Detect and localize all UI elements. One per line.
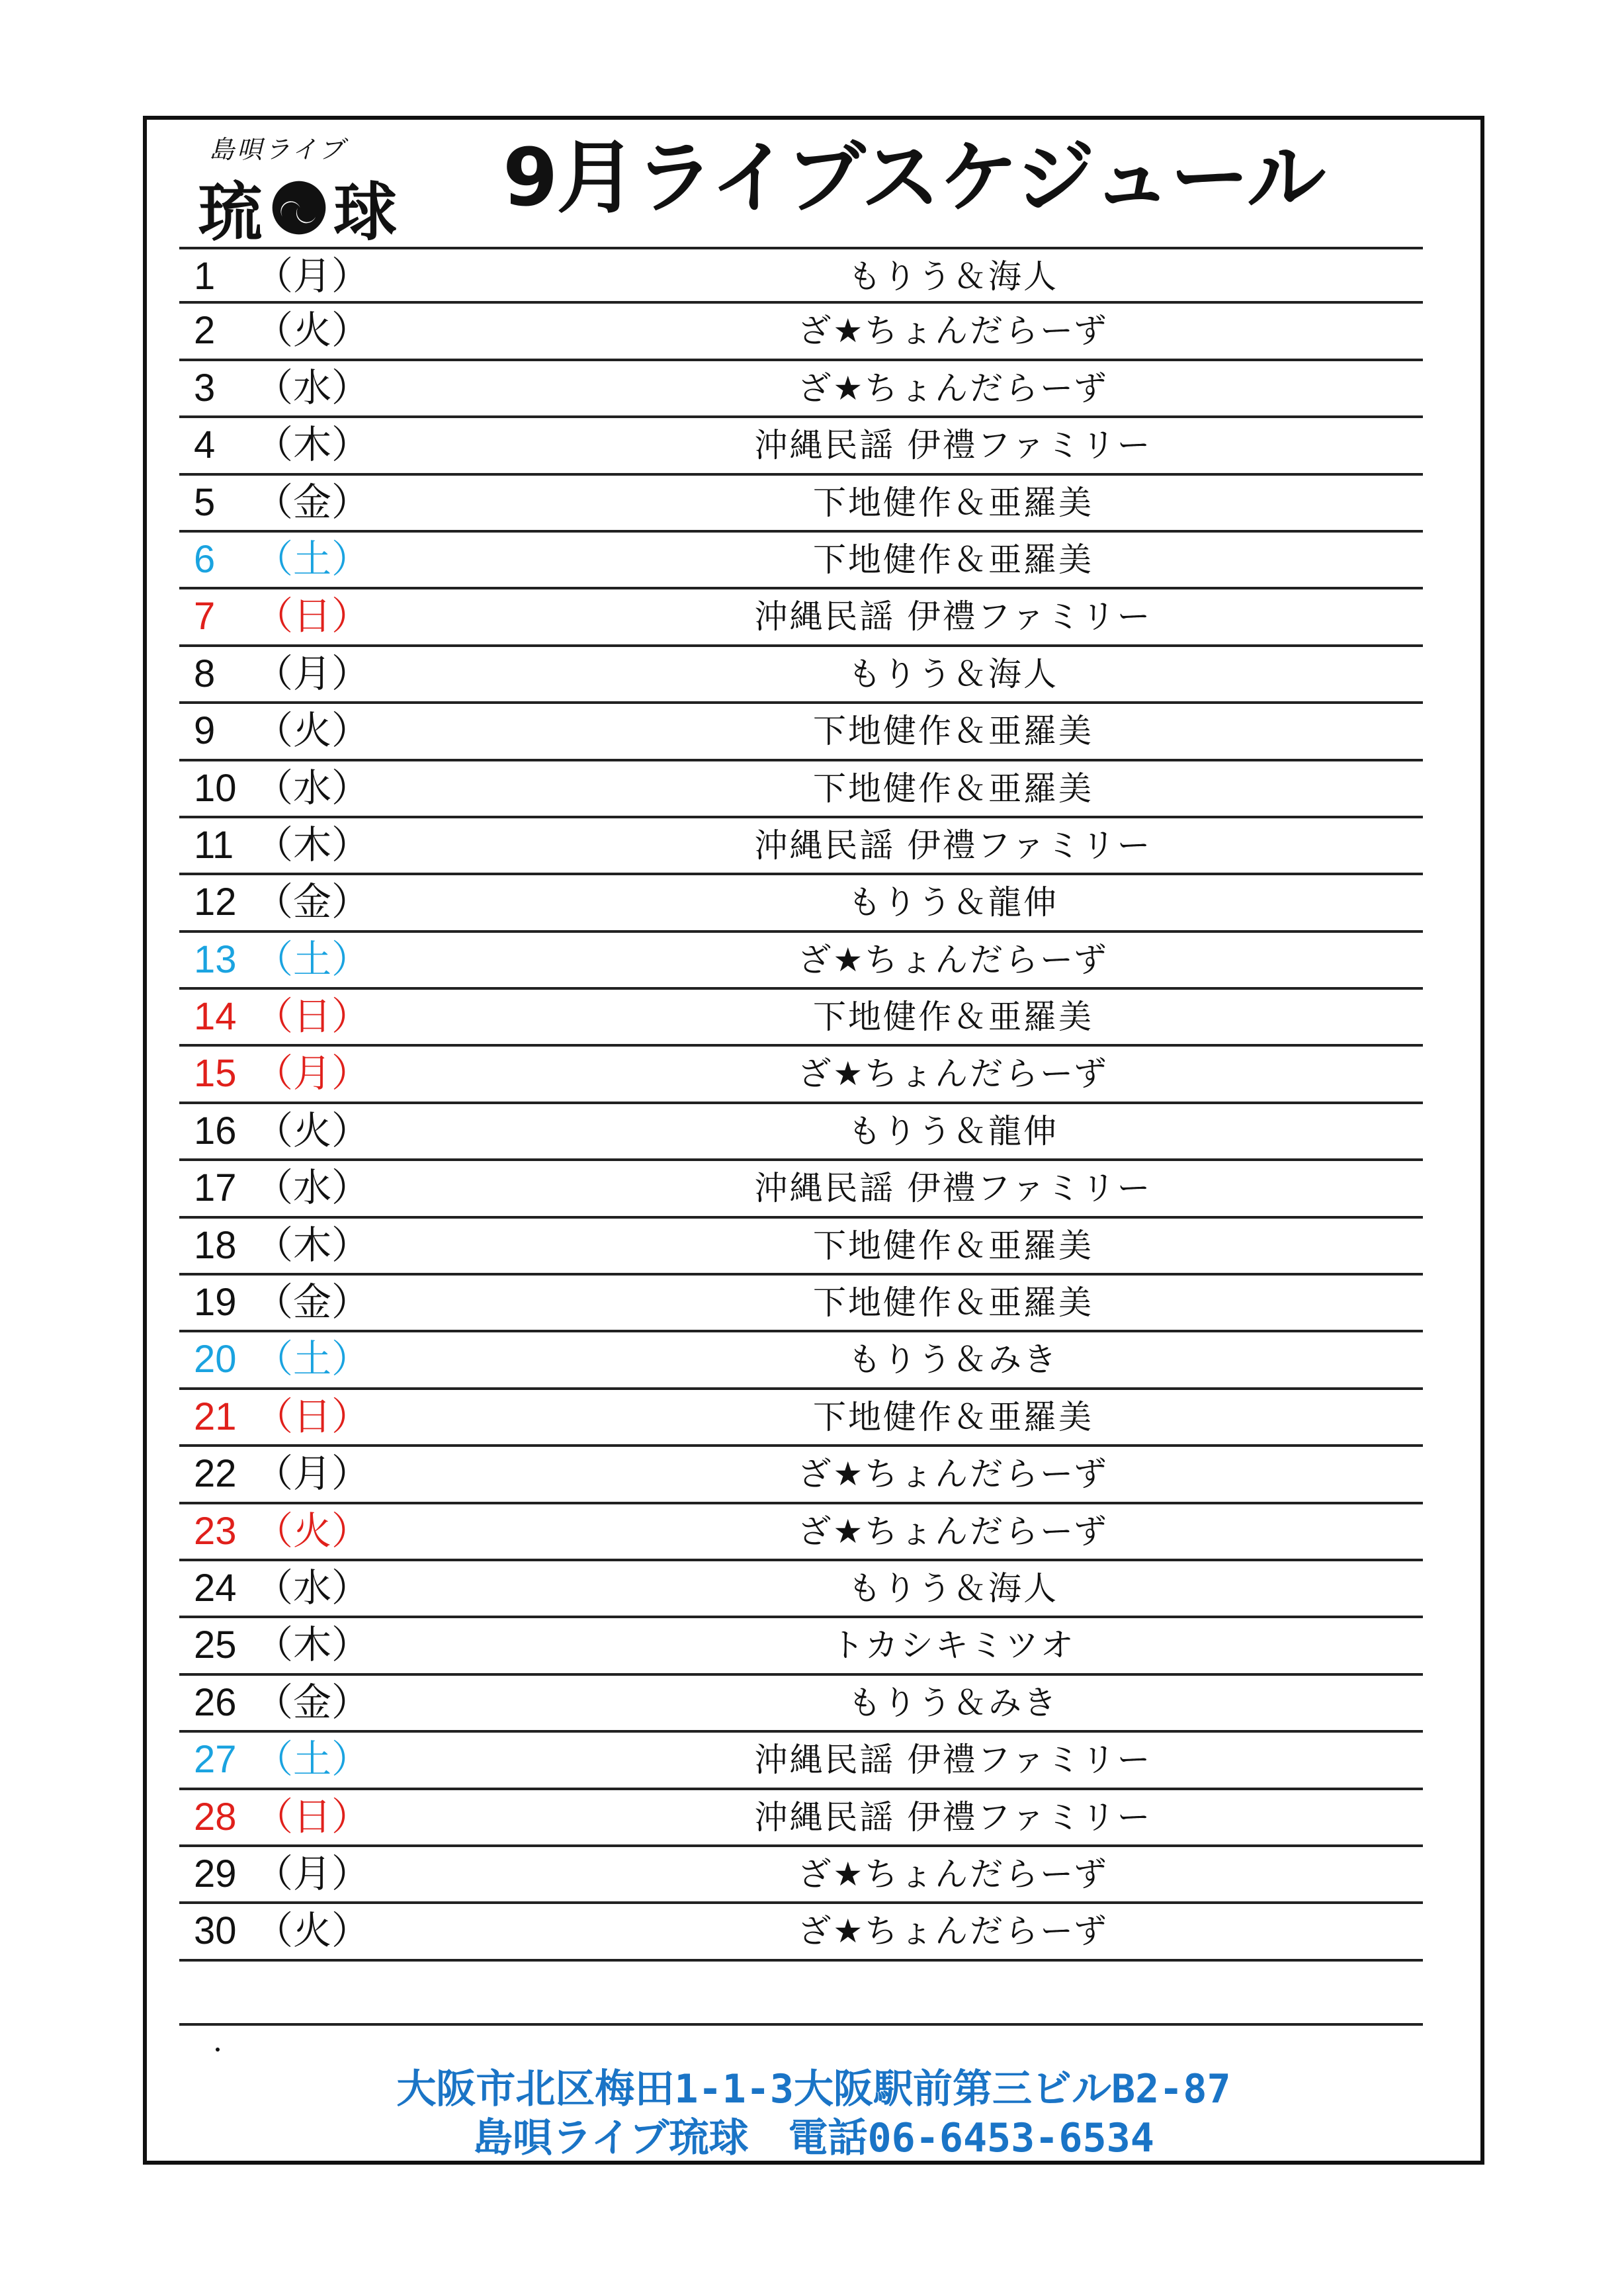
schedule-date [194,761,370,816]
schedule-date [194,875,370,930]
weekday: （水） [255,1566,370,1610]
day-number: 27 [194,1738,237,1782]
schedule-date [194,1847,370,1901]
performer-name: ざ★ちょんだらーず [798,1912,1109,1951]
weekday: （金） [255,881,370,924]
schedule-row [179,1161,1423,1218]
schedule-date [194,933,370,987]
day-number: 18 [194,1223,237,1267]
schedule-row [179,304,1423,361]
weekday: （日） [255,595,370,638]
schedule-row [179,1733,1423,1790]
schedule-date [194,1733,370,1787]
schedule-date [194,589,370,644]
schedule-row [179,1390,1423,1447]
weekday: （木） [255,823,370,867]
schedule-row [179,1447,1423,1504]
performer-name: 下地健作＆亜羅美 [813,769,1093,808]
logo-kanji-right: 球 [333,175,400,249]
performer-name: 下地健作＆亜羅美 [813,540,1093,579]
performer-name: ざ★ちょんだらーず [798,1854,1109,1893]
stray-dot [216,2048,220,2052]
day-number: 7 [194,595,216,638]
performer-name: 沖縄民謡 伊禮ファミリー [754,597,1152,636]
schedule-date [194,647,370,701]
schedule-row [179,1790,1423,1847]
schedule-row [179,589,1423,646]
schedule-row [179,1676,1423,1733]
day-number: 15 [194,1052,237,1096]
schedule-row [179,1276,1423,1332]
schedule-date [194,1332,370,1387]
schedule-row [179,875,1423,932]
weekday: （水） [255,766,370,810]
weekday: （月） [255,1452,370,1496]
schedule-date [194,704,370,758]
schedule-date [194,1790,370,1844]
day-number: 2 [194,309,216,353]
schedule-date [194,1219,370,1273]
schedule-date [194,1047,370,1101]
day-number: 14 [194,995,237,1039]
day-number: 21 [194,1395,237,1438]
performer-name: 沖縄民謡 伊禮ファミリー [754,1169,1152,1208]
day-number: 25 [194,1623,237,1667]
schedule-row [179,361,1423,418]
schedule-row [179,818,1423,875]
performer-name: もりう＆みき [848,1683,1058,1722]
schedule-date [194,533,370,587]
schedule-date [194,1504,370,1559]
day-number: 28 [194,1795,237,1839]
schedule-date [194,418,370,472]
day-number: 4 [194,423,216,467]
logo [198,129,476,249]
day-number: 12 [194,881,237,924]
weekday: （土） [255,1738,370,1782]
weekday: （土） [255,1338,370,1381]
performer-name: トカシキミツオ [831,1626,1076,1665]
schedule-date [194,990,370,1044]
performer-name: もりう＆海人 [848,257,1058,296]
weekday: （土） [255,937,370,981]
schedule-row [179,1847,1423,1904]
performer-name: もりう＆海人 [848,1569,1058,1608]
schedule-date [194,1618,370,1672]
day-number: 1 [194,255,216,298]
weekday: （水） [255,1166,370,1210]
blank-row-divider [179,2023,1423,2026]
footer-address: 大阪市北区梅田1-1-3大阪駅前第三ビルB2-87 [396,2066,1231,2112]
schedule-row [179,761,1423,818]
schedule-row [179,1561,1423,1618]
day-number: 13 [194,937,237,981]
weekday: （金） [255,480,370,524]
day-number: 16 [194,1109,237,1152]
performer-name: 下地健作＆亜羅美 [813,998,1093,1037]
day-number: 20 [194,1338,237,1381]
weekday: （月） [255,1052,370,1096]
day-number: 8 [194,652,216,695]
day-number: 9 [194,709,216,753]
schedule-row [179,1332,1423,1389]
weekday: （木） [255,1623,370,1667]
day-number: 17 [194,1166,237,1210]
schedule-date [194,1104,370,1158]
schedule-row [179,247,1423,304]
performer-name: ざ★ちょんだらーず [798,1055,1109,1094]
weekday: （日） [255,995,370,1039]
schedule-row [179,1904,1423,1961]
weekday: （月） [255,255,370,298]
performer-name: ざ★ちょんだらーず [798,368,1109,408]
weekday: （月） [255,652,370,695]
day-number: 30 [194,1909,237,1953]
performer-name: ざ★ちょんだらーず [798,1455,1109,1494]
schedule-date [194,1447,370,1501]
performer-name: 沖縄民謡 伊禮ファミリー [754,826,1152,865]
schedule-row [179,1504,1423,1561]
day-number: 22 [194,1452,237,1496]
schedule-date [194,361,370,415]
schedule-date [194,1161,370,1215]
performer-name: 下地健作＆亜羅美 [813,1226,1093,1265]
performer-name: 下地健作＆亜羅美 [813,712,1093,751]
weekday: （日） [255,1795,370,1839]
day-number: 29 [194,1852,237,1895]
performer-name: もりう＆龍伸 [848,883,1058,922]
schedule-row [179,1104,1423,1161]
performer-name: ざ★ちょんだらーず [798,312,1109,351]
weekday: （火） [255,1509,370,1553]
day-number: 19 [194,1281,237,1324]
schedule-row [179,990,1423,1047]
weekday: （火） [255,709,370,753]
weekday: （火） [255,309,370,353]
schedule-date [194,1561,370,1616]
performer-name: ざ★ちょんだらーず [798,940,1109,979]
schedule-date [194,1904,370,1958]
schedule-row [179,1618,1423,1675]
weekday: （木） [255,1223,370,1267]
performer-name: もりう＆海人 [848,654,1058,693]
day-number: 6 [194,537,216,581]
schedule-date [194,476,370,530]
footer-contact: 島唄ライブ琉球 電話06-6453-6534 [473,2115,1154,2161]
day-number: 3 [194,366,216,410]
logo-subtitle: 島唄ライブ [209,135,347,164]
tomoe-emblem-icon [271,180,327,236]
schedule-date [194,1276,370,1330]
weekday: （金） [255,1680,370,1724]
weekday: （火） [255,1109,370,1152]
performer-name: もりう＆龍伸 [848,1111,1058,1150]
schedule-date [194,304,370,358]
schedule-date [194,818,370,873]
performer-name: 沖縄民謡 伊禮ファミリー [754,426,1152,465]
schedule-row [179,476,1423,533]
logo-main [198,162,400,253]
performer-name: 沖縄民謡 伊禮ファミリー [754,1741,1152,1780]
weekday: （日） [255,1395,370,1438]
logo-kanji-left: 琉 [198,175,265,249]
weekday: （金） [255,1281,370,1324]
day-number: 10 [194,766,237,810]
schedule-row [179,533,1423,589]
performer-name: もりう＆みき [848,1340,1058,1379]
schedule-date [194,1676,370,1730]
schedule-row [179,933,1423,990]
schedule-row [179,418,1423,475]
day-number: 5 [194,480,216,524]
weekday: （火） [255,1909,370,1953]
schedule-table [179,247,1423,1962]
performer-name: 下地健作＆亜羅美 [813,1397,1093,1436]
performer-name: ざ★ちょんだらーず [798,1512,1109,1551]
day-number: 26 [194,1680,237,1724]
day-number: 23 [194,1509,237,1553]
schedule-row [179,647,1423,704]
performer-name: 沖縄民謡 伊禮ファミリー [754,1797,1152,1837]
day-number: 24 [194,1566,237,1610]
page-title: 9月ライブスケジュール [503,132,1325,224]
weekday: （木） [255,423,370,467]
day-number: 11 [194,823,234,867]
performer-name: 下地健作＆亜羅美 [813,483,1093,522]
schedule-date [194,249,370,304]
schedule-row [179,1219,1423,1276]
schedule-date [194,1390,370,1444]
weekday: （土） [255,537,370,581]
weekday: （月） [255,1852,370,1895]
performer-name: 下地健作＆亜羅美 [813,1283,1093,1322]
schedule-row [179,1047,1423,1103]
schedule-row [179,704,1423,761]
weekday: （水） [255,366,370,410]
